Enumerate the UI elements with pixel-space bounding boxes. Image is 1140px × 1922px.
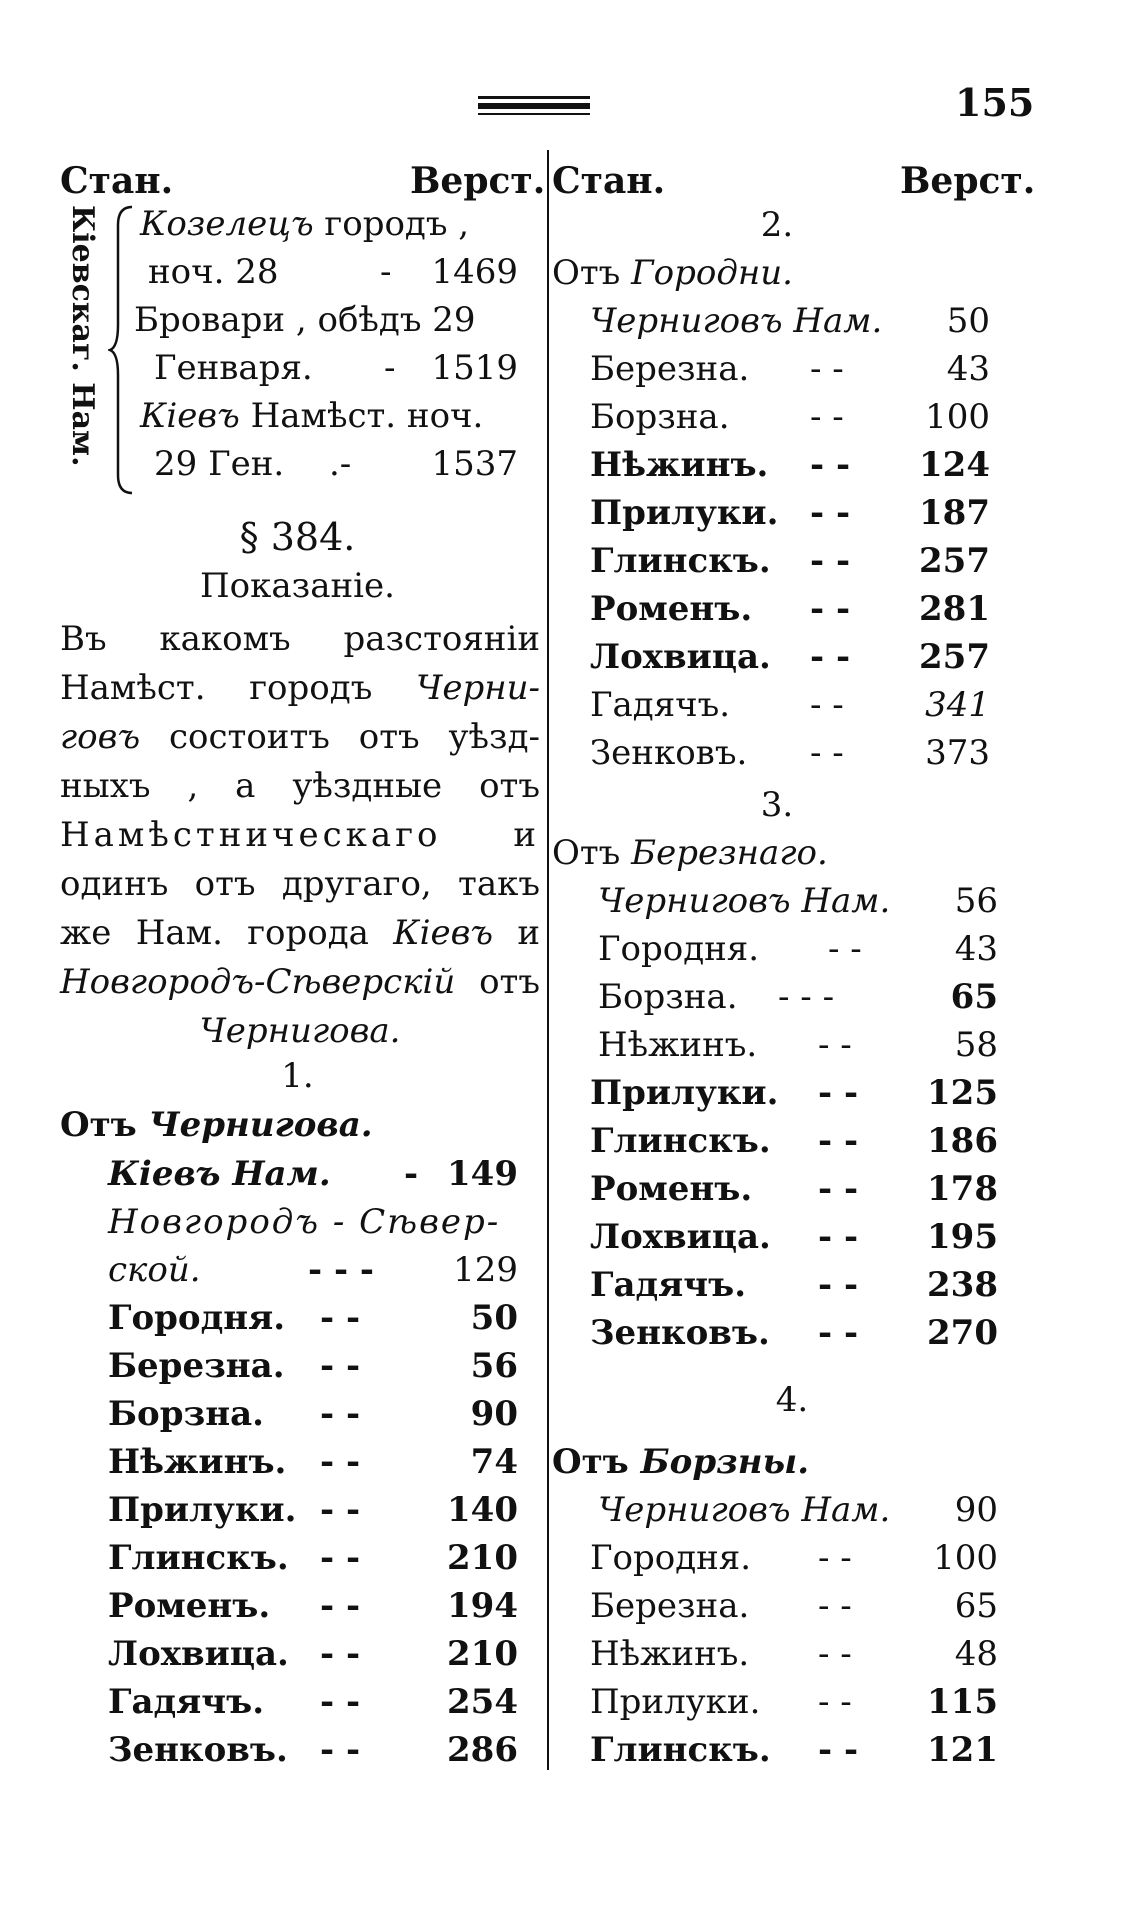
para-line-3: говъ состоитъ отъ уѣзд- — [60, 717, 540, 757]
header-ornament-rule-3 — [478, 113, 590, 115]
left-col-header-versts: Верст. — [410, 160, 546, 202]
left-brace — [108, 205, 138, 495]
table-row: Глинскъ. - - 210 — [108, 1538, 518, 1578]
table-row: ской. - - - 129 — [108, 1250, 518, 1290]
page-number: 155 — [955, 80, 1035, 125]
table-row: Новгородъ - Сѣвер- — [108, 1202, 501, 1242]
table-row: Городня. - - 100 — [590, 1538, 998, 1578]
para-line-9: Чернигова. — [199, 1011, 401, 1051]
group4-from: Отъ Борзны. — [552, 1442, 810, 1482]
table-row: Гадячъ. - - 341 — [590, 685, 990, 725]
table-row: Прилуки. - - 115 — [590, 1682, 998, 1722]
table-row: Лохвица. - - 195 — [590, 1217, 998, 1257]
para-line-1: Въ какомъ разстояніи — [60, 619, 540, 659]
intro-line-2: ноч. 28 - 1469 — [148, 252, 518, 292]
intro-line-4: Генваря. - 1519 — [154, 348, 518, 388]
table-row: Городня. - - 43 — [598, 929, 998, 969]
para-line-4: ныхъ , а уѣздные отъ — [60, 766, 540, 806]
para-line-6: одинъ отъ другаго, такъ — [60, 864, 540, 904]
table-row: Глинскъ. - - 257 — [590, 541, 990, 581]
table-row: Березна. - - 65 — [590, 1586, 998, 1626]
table-row: Гадячъ. - - 238 — [590, 1265, 998, 1305]
para-line-2: Намѣст. городъ Черни- — [60, 668, 540, 708]
table-row: Борзна. - - 90 — [108, 1394, 518, 1434]
group2-from: Отъ Городни. — [552, 253, 793, 293]
group1-from: Отъ Чернигова. — [60, 1105, 373, 1145]
group4-number: 4. — [775, 1380, 809, 1420]
table-row: Березна. - - 56 — [108, 1346, 518, 1386]
table-row: Зенковъ. - - 270 — [590, 1313, 998, 1353]
table-row: Прилуки. - - 125 — [590, 1073, 998, 1113]
table-row: Зенковъ. - - 373 — [590, 733, 990, 773]
table-row: Городня. - - 50 — [108, 1298, 518, 1338]
intro-line-1: Козелецъ городъ , — [140, 204, 470, 244]
para-line-7: же Нам. города Кіевъ и — [60, 913, 541, 953]
section-paragraph — [60, 615, 540, 1056]
table-row: Зенковъ. - - 286 — [108, 1730, 518, 1770]
table-row: Глинскъ. - - 186 — [590, 1121, 998, 1161]
table-row: Березна. - - 43 — [590, 349, 990, 389]
group1-number: 1. — [281, 1056, 314, 1096]
table-row: Глинскъ. - - 121 — [590, 1730, 998, 1770]
right-col-header-station: Стан. — [552, 160, 666, 202]
table-row: Роменъ. - - 194 — [108, 1586, 518, 1626]
table-row: Прилуки. - - 140 — [108, 1490, 518, 1530]
intro-line-3: Бровари , обѣдъ 29 — [134, 300, 476, 340]
table-row: Роменъ. - - 281 — [590, 589, 990, 629]
intro-line-5: Кіевъ Намѣст. ноч. — [140, 396, 484, 436]
intro-line-6: 29 Ген. .- 1537 — [154, 444, 518, 484]
section-title: Показаніе. — [200, 566, 395, 606]
header-ornament-rule-2 — [478, 103, 590, 109]
table-row: Борзна. - - - 65 — [598, 977, 998, 1017]
table-row: Кіевъ Нам. - 149 — [108, 1154, 518, 1194]
header-ornament-rule — [478, 96, 590, 99]
table-row: Лохвица. - - 210 — [108, 1634, 518, 1674]
right-col-header-versts: Верст. — [900, 160, 1036, 202]
table-row: Прилуки. - - 187 — [590, 493, 990, 533]
table-row: Черниговъ Нам. 56 — [598, 881, 998, 921]
group3-number: 3. — [760, 785, 794, 825]
table-row: Гадячъ. - - 254 — [108, 1682, 518, 1722]
table-row: Нѣжинъ. - - 48 — [590, 1634, 998, 1674]
group3-from: Отъ Березнаго. — [552, 833, 828, 873]
section-number: § 384. — [239, 515, 356, 559]
table-row: Нѣжинъ. - - 124 — [590, 445, 990, 485]
table-row: Роменъ. - - 178 — [590, 1169, 998, 1209]
left-col-header-station: Стан. — [60, 160, 174, 202]
region-label-vertical: Кіевскаг. Нам. — [65, 205, 100, 467]
para-line-8: Новгородъ-Сѣверскій отъ — [60, 962, 540, 1002]
table-row: Борзна. - - 100 — [590, 397, 990, 437]
table-row: Нѣжинъ. - - 74 — [108, 1442, 518, 1482]
table-row: Черниговъ Нам. 50 — [590, 301, 990, 341]
table-row: Лохвица. - - 257 — [590, 637, 990, 677]
table-row: Черниговъ Нам. 90 — [598, 1490, 998, 1530]
para-line-5: Намѣстническаго и — [60, 815, 540, 855]
column-divider — [547, 150, 549, 1770]
table-row: Нѣжинъ. - - 58 — [598, 1025, 998, 1065]
group2-number: 2. — [760, 205, 794, 245]
